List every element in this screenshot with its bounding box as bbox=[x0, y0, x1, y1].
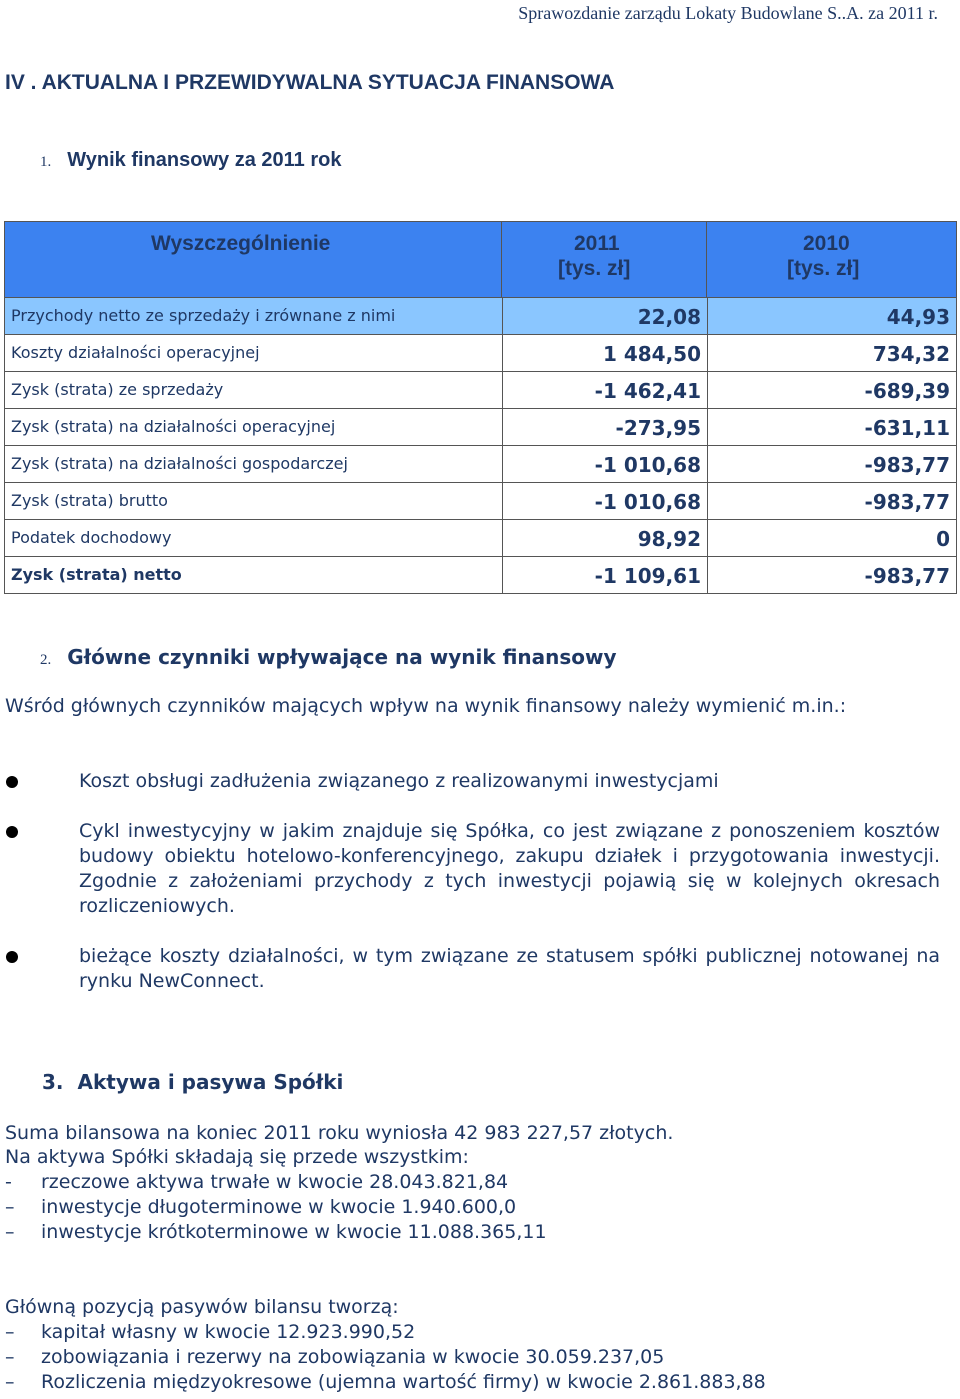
section-title: IV . AKTUALNA I PRZEWIDYWALNA SYTUACJA FINANSOWA bbox=[5, 71, 615, 94]
row-value-2010: 734,32 bbox=[872, 342, 950, 366]
list-item bbox=[5, 1371, 766, 1393]
row-value-2010: -983,77 bbox=[864, 564, 950, 588]
list-item-text: zobowiązania i rezerwy na zobowiązania w kwocie 30.059.237,05 bbox=[41, 1346, 665, 1368]
row-label: Koszty działalności operacyjnej bbox=[11, 343, 260, 362]
row-value-2011: 1 484,50 bbox=[602, 342, 701, 366]
header-unit-2010: [tys. zł] bbox=[787, 257, 860, 280]
row-value-2010: -689,39 bbox=[864, 379, 950, 403]
list-item bbox=[5, 1321, 415, 1343]
header-unit-2011: [tys. zł] bbox=[558, 257, 631, 280]
row-value-2010: 44,93 bbox=[886, 305, 950, 329]
row-value-2011: -1 462,41 bbox=[594, 379, 701, 403]
table-row bbox=[5, 297, 956, 334]
list-marker: – bbox=[5, 1221, 15, 1243]
factors-intro: Wśród głównych czynników mających wpływ na wynik finansowy należy wymienić m.in.: bbox=[5, 695, 847, 717]
row-label: Podatek dochodowy bbox=[11, 528, 172, 547]
balance-sum-text: Suma bilansowa na koniec 2011 roku wyniosła 42 983 227,57 złotych. bbox=[5, 1122, 674, 1144]
financial-results-table bbox=[4, 221, 957, 594]
table-row bbox=[5, 482, 956, 519]
row-value-2010: 0 bbox=[936, 527, 950, 551]
row-label: Zysk (strata) na działalności gospodarczej bbox=[11, 454, 348, 473]
row-value-2011: -1 010,68 bbox=[594, 453, 701, 477]
table-header-2011 bbox=[502, 222, 707, 297]
table-row bbox=[5, 371, 956, 408]
list-item-text: kapitał własny w kwocie 12.923.990,52 bbox=[41, 1321, 416, 1343]
table-row bbox=[5, 445, 956, 482]
list-item-text: inwestycje długoterminowe w kwocie 1.940.600,0 bbox=[41, 1196, 517, 1218]
bullet-icon bbox=[6, 951, 18, 963]
row-value-2011: -1 109,61 bbox=[594, 564, 701, 588]
bullet-icon bbox=[6, 826, 18, 838]
table-row bbox=[5, 519, 956, 556]
row-label: Zysk (strata) ze sprzedaży bbox=[11, 380, 224, 399]
list-marker: – bbox=[5, 1371, 15, 1393]
liabilities-intro: Główną pozycją pasywów bilansu tworzą: bbox=[5, 1296, 399, 1318]
list-item-text: Rozliczenia międzyokresowe (ujemna wartość firmy) w kwocie 2.861.883,88 bbox=[41, 1371, 766, 1393]
list-item bbox=[5, 1221, 547, 1243]
list-item-text: rzeczowe aktywa trwałe w kwocie 28.043.821,84 bbox=[41, 1171, 509, 1193]
factor-item-1: Koszt obsługi zadłużenia związanego z realizowanymi inwestycjami bbox=[79, 770, 719, 792]
row-value-2010: -631,11 bbox=[864, 416, 950, 440]
header-year-2011: 2011 bbox=[574, 232, 620, 255]
header-label: Wyszczególnienie bbox=[151, 232, 331, 255]
subsection-number: 2. bbox=[40, 652, 52, 668]
table-row bbox=[5, 334, 956, 371]
subsection-title: Wynik finansowy za 2011 rok bbox=[67, 149, 342, 171]
subsection-3-heading bbox=[42, 1070, 343, 1094]
list-marker: – bbox=[5, 1321, 15, 1343]
row-label: Zysk (strata) brutto bbox=[11, 491, 168, 510]
row-label: Zysk (strata) na działalności operacyjnej bbox=[11, 417, 336, 436]
subsection-2-heading bbox=[40, 645, 617, 669]
subsection-title: Główne czynniki wpływające na wynik finansowy bbox=[67, 645, 617, 669]
row-value-2011: -1 010,68 bbox=[594, 490, 701, 514]
list-item bbox=[5, 1171, 508, 1193]
header-year-2010: 2010 bbox=[803, 232, 850, 255]
row-value-2011: 98,92 bbox=[637, 527, 701, 551]
list-item-text: inwestycje krótkoterminowe w kwocie 11.088.365,11 bbox=[41, 1221, 547, 1243]
factor-item-2: Cykl inwestycyjny w jakim znajduje się Spółka, co jest związane z ponoszeniem kosztów budowy obiektu hotelowo-konferencyjnego, zakupu działek i przygotowania inwestycji. Zgodnie z założeniami przychody z tych inwestycji pojawią się w kolejnych okresach rozliczeniowych. bbox=[79, 820, 940, 917]
subsection-number: 3. bbox=[42, 1070, 64, 1094]
table-row bbox=[5, 408, 956, 445]
row-value-2011: 22,08 bbox=[637, 305, 701, 329]
table-row bbox=[5, 556, 956, 593]
table-header-2010 bbox=[707, 222, 956, 297]
table-header-item bbox=[5, 222, 502, 297]
row-label: Zysk (strata) netto bbox=[11, 565, 182, 584]
factor-item-3: bieżące koszty działalności, w tym związane ze statusem spółki publicznej notowanej na rynku NewConnect. bbox=[79, 945, 940, 992]
assets-intro: Na aktywa Spółki składają się przede wszystkim: bbox=[5, 1146, 469, 1168]
list-item bbox=[5, 1346, 664, 1368]
list-marker: – bbox=[5, 1196, 15, 1218]
list-marker: – bbox=[5, 1346, 15, 1368]
subsection-number: 1. bbox=[40, 154, 52, 170]
subsection-title: Aktywa i pasywa Spółki bbox=[77, 1070, 344, 1094]
bullet-icon bbox=[6, 776, 18, 788]
subsection-1-heading bbox=[40, 147, 341, 172]
row-label: Przychody netto ze sprzedaży i zrównane z nimi bbox=[11, 306, 396, 325]
row-value-2010: -983,77 bbox=[864, 453, 950, 477]
list-marker: - bbox=[5, 1171, 12, 1193]
row-value-2011: -273,95 bbox=[615, 416, 701, 440]
running-header: Sprawozdanie zarządu Lokaty Budowlane S..A. za 2011 r. bbox=[518, 3, 938, 23]
row-value-2010: -983,77 bbox=[864, 490, 950, 514]
list-item bbox=[5, 1196, 516, 1218]
